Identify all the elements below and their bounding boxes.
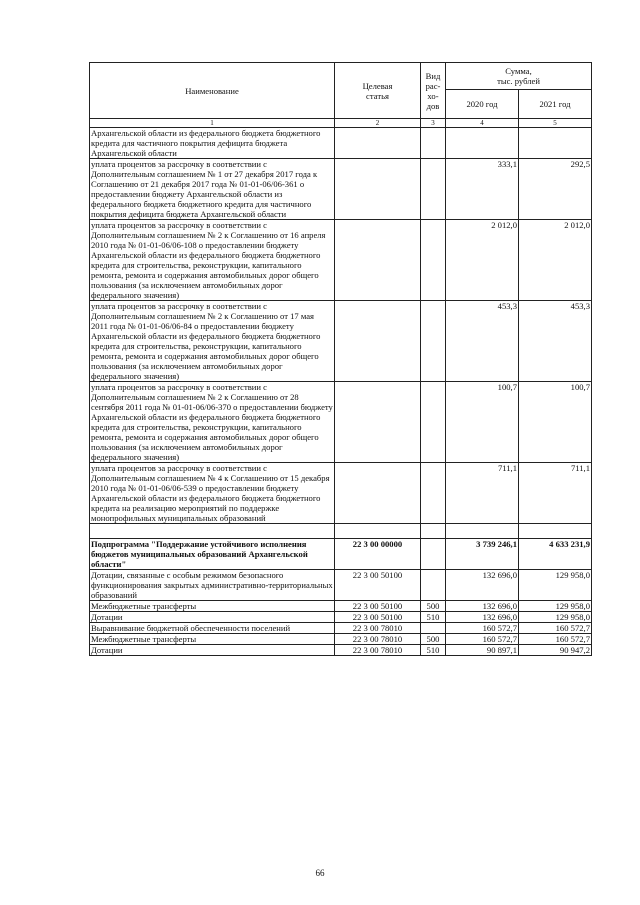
row-vid <box>421 220 446 301</box>
row-amount-2021: 160 572,7 <box>519 623 592 634</box>
row-amount-2020: 132 696,0 <box>446 601 519 612</box>
header-vid-text: Вид рас- хо- дов <box>425 70 441 111</box>
colnum-1: 1 <box>90 119 335 128</box>
row-vid: 500 <box>421 634 446 645</box>
row-vid: 500 <box>421 601 446 612</box>
row-code: 22 3 00 78010 <box>335 634 421 645</box>
row-name: Дотации, связанные с особым режимом безопасного функционирования закрытых административно-территориальных образований <box>91 570 333 600</box>
row-code: 22 3 00 50100 <box>335 601 421 612</box>
colnum-3: 3 <box>421 119 446 128</box>
row-name: уплата процентов за рассрочку в соответствии с Дополнительным соглашением № 2 к Соглашению от 28 сентября 2011 года № 01-01-06/06-370 о предоставлении бюджету Архангельской области из федерального бюджета бюджетного кредита для строительства, реконструкции, капитального ремонта, ремонта и содержания автомобильных дорог общего пользования (за исключением автомобильных дорог федерального значения) <box>91 382 333 462</box>
header-sum <box>446 63 592 90</box>
row-code: 22 3 00 50100 <box>335 612 421 623</box>
row-vid: 510 <box>421 645 446 656</box>
row-name: Архангельской области из федерального бюджета бюджетного кредита для частичного покрытия дефицита бюджета Архангельской области <box>90 128 335 159</box>
row-amount-2020: 453,3 <box>446 301 519 382</box>
row-vid <box>421 463 446 524</box>
row-name: Межбюджетные трансферты <box>90 634 335 645</box>
table-row <box>90 623 592 634</box>
row-amount-2020 <box>446 128 519 159</box>
row-vid <box>421 570 446 601</box>
row-amount-2021 <box>519 128 592 159</box>
row-code <box>335 524 421 539</box>
row-amount-2021: 129 958,0 <box>519 612 592 623</box>
row-vid <box>421 382 446 463</box>
row-vid <box>421 623 446 634</box>
table-row-subprogram <box>90 539 592 570</box>
header-target <box>335 63 421 119</box>
row-amount-2020: 711,1 <box>446 463 519 524</box>
row-amount-2021 <box>519 524 592 539</box>
table-row-blank <box>90 524 592 539</box>
row-amount-2020: 160 572,7 <box>446 634 519 645</box>
row-amount-2020: 100,7 <box>446 382 519 463</box>
header-sum-text: Сумма, тыс. рублей <box>497 66 540 86</box>
row-amount-2021: 129 958,0 <box>519 601 592 612</box>
table-row <box>90 301 592 382</box>
table-row <box>90 570 592 601</box>
row-name: Выравнивание бюджетной обеспеченности поселений <box>90 623 335 634</box>
table-row <box>90 601 592 612</box>
row-code: 22 3 00 00000 <box>335 539 421 570</box>
row-amount-2020: 2 012,0 <box>446 220 519 301</box>
row-amount-2021: 160 572,7 <box>519 634 592 645</box>
row-amount-2020: 333,1 <box>446 159 519 220</box>
row-code <box>335 301 421 382</box>
colnum-4: 4 <box>446 119 519 128</box>
header-vid <box>421 63 446 119</box>
row-code <box>335 382 421 463</box>
row-code: 22 3 00 78010 <box>335 623 421 634</box>
header-year-2021: 2021 год <box>519 90 592 119</box>
table-row <box>90 220 592 301</box>
row-vid <box>421 524 446 539</box>
row-amount-2021: 100,7 <box>519 382 592 463</box>
row-name: Дотации <box>90 645 335 656</box>
table-row <box>90 463 592 524</box>
row-name: Дотации <box>90 612 335 623</box>
row-vid: 510 <box>421 612 446 623</box>
row-vid <box>421 159 446 220</box>
row-name: Межбюджетные трансферты <box>90 601 335 612</box>
row-name: уплата процентов за рассрочку в соответствии с Дополнительным соглашением № 2 к Соглашению от 17 мая 2011 года № 01-01-06/06-84 о предоставлении бюджету Архангельской области из федерального бюджета бюджетного кредита для строительства, реконструкции, капитального ремонта, ремонта и содержания автомобильных дорог общего пользования (за исключением автомобильных дорог федерального значения) <box>90 301 335 382</box>
row-amount-2021: 453,3 <box>519 301 592 382</box>
row-vid <box>421 301 446 382</box>
table-row <box>90 645 592 656</box>
header-name: Наименование <box>90 63 335 119</box>
row-code: 22 3 00 78010 <box>335 645 421 656</box>
row-amount-2020 <box>446 524 519 539</box>
row-amount-2020: 132 696,0 <box>446 612 519 623</box>
row-amount-2021: 90 947,2 <box>519 645 592 656</box>
row-code <box>335 220 421 301</box>
row-amount-2021: 711,1 <box>519 463 592 524</box>
row-name <box>90 524 335 539</box>
colnum-2: 2 <box>335 119 421 128</box>
budget-table <box>89 62 592 656</box>
row-amount-2021: 292,5 <box>519 159 592 220</box>
table-row <box>90 612 592 623</box>
row-amount-2020: 3 739 246,1 <box>446 539 519 570</box>
row-name: уплата процентов за рассрочку в соответствии с Дополнительным соглашением № 1 от 27 декабря 2017 года к Соглашению от 21 декабря 2017 года № 01-01-06/06-361 о предоставлении бюджету Архангельской области из федерального бюджета бюджетного кредита для частичного покрытия дефицита бюджета Архангельской области <box>90 159 335 220</box>
header-target-text: Целевая статья <box>362 80 393 101</box>
table-row <box>90 634 592 645</box>
column-number-row <box>90 119 592 128</box>
row-code <box>335 159 421 220</box>
page-number: 66 <box>315 868 325 878</box>
colnum-5: 5 <box>519 119 592 128</box>
row-amount-2021: 2 012,0 <box>519 220 592 301</box>
row-vid <box>421 128 446 159</box>
row-code <box>335 463 421 524</box>
row-code: 22 3 00 50100 <box>335 570 421 601</box>
row-name: Подпрограмма "Поддержание устойчивого исполнения бюджетов муниципальных образований Архангельской области" <box>90 539 335 570</box>
row-name: уплата процентов за рассрочку в соответствии с Дополнительным соглашением № 4 к Соглашению от 15 декабря 2010 года № 01-01-06/06-539 о предоставлении бюджету Архангельской области из федерального бюджета бюджетного кредита на реализацию мероприятий по поддержке монопрофильных муниципальных образований <box>90 463 335 524</box>
row-code <box>335 128 421 159</box>
row-amount-2021: 129 958,0 <box>519 570 592 601</box>
row-amount-2020: 160 572,7 <box>446 623 519 634</box>
row-amount-2021: 4 633 231,9 <box>519 539 592 570</box>
table-row <box>90 382 592 463</box>
row-name: уплата процентов за рассрочку в соответствии с Дополнительным соглашением № 2 к Соглашению от 16 апреля 2010 года № 01-01-06/06-108 о предоставлении бюджету Архангельской области из федерального бюджета бюджетного кредита для строительства, реконструкции, капитального ремонта, ремонта и содержания автомобильных дорог общего пользования (за исключением автомобильных дорог федерального значения) <box>90 220 335 301</box>
table-row <box>90 159 592 220</box>
row-amount-2020: 90 897,1 <box>446 645 519 656</box>
row-amount-2020: 132 696,0 <box>446 570 519 601</box>
row-vid <box>421 539 446 570</box>
header-year-2020: 2020 год <box>446 90 519 119</box>
table-row <box>90 128 592 159</box>
